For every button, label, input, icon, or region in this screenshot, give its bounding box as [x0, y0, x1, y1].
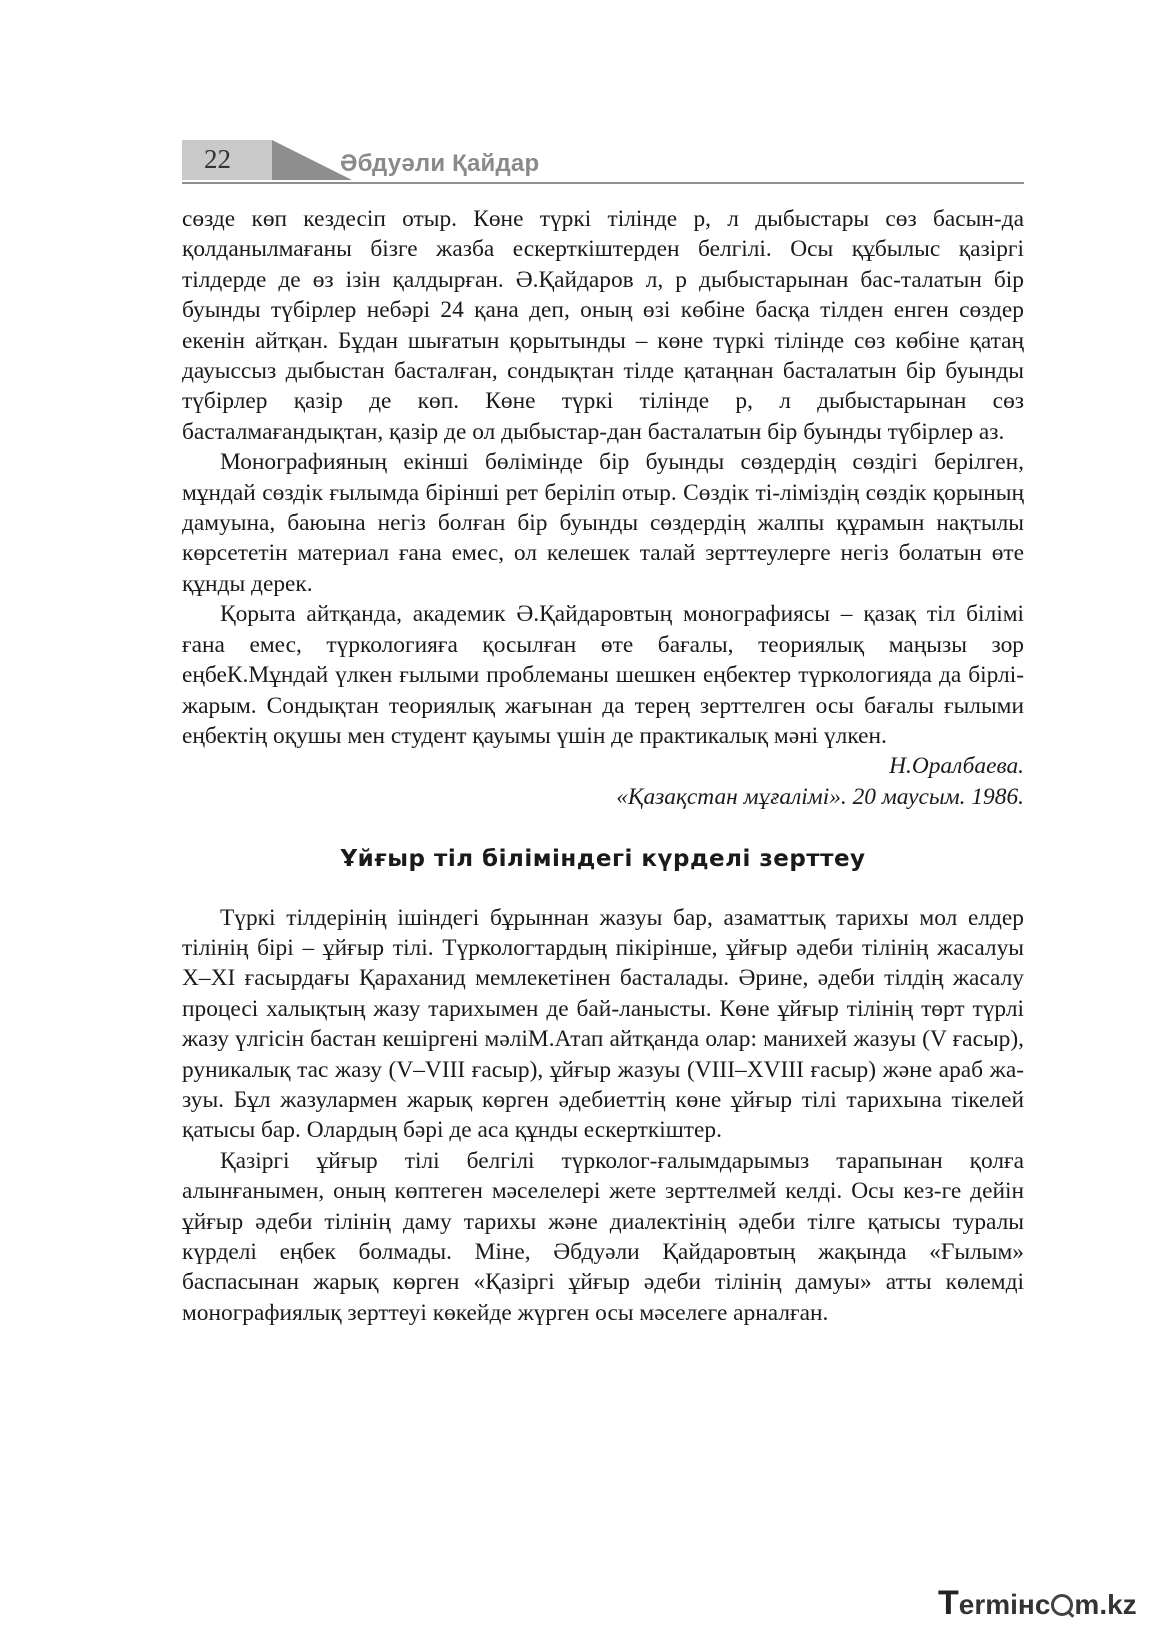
signature-source: «Қазақстан мұғалімі». 20 маусым. 1986. — [616, 783, 1024, 810]
watermark-mid: ermінc — [958, 1589, 1051, 1620]
paragraph-3: Қорыта айтқанда, академик Ә.Қайдаровтың монографиясы – қазақ тіл білімі ғана емес, түркологияға қосылған өте бағалы, теориялық маңызы зор еңбеК.Мұндай үлкен ғылыми проблеманы шешкен еңбектер түркологияда да бірлі-жарым. Сондықтан теориялық жағынан да терең зерттелген осы бағалы ғылыми еңбектің оқушы мен студент қауымы үшін де практикалық мәні үлкен. — [182, 601, 1024, 749]
signature-author: Н.Оралбаева. — [889, 753, 1024, 780]
magnifier-icon — [1051, 1594, 1073, 1616]
header-rule — [182, 182, 1024, 184]
paragraph-1: сөзде көп кездесіп отыр. Көне түркі тілінде р, л дыбыстары сөз басын-да қолданылмағаны бізге жазба ескерткіштерден белгілі. Осы құбылыс қазіргі тілдерде де өз ізін қалдырған. Ә.Қайдаров л, р дыбыстарынан бас-талатын бір буынды түбірлер небәрі 24 қана деп, оның өзі көбіне басқа тілден енген сөздер екенін айтқан. Бұдан шығатын қорытынды – көне түркі тілінде сөз көбіне қатаң дауыссыз дыбыстан басталған, сондықтан тілде қатаңнан басталатын бір буынды түбірлер қазір де көп. Көне түркі тілінде р, л дыбыстарынан сөз басталмағандықтан, қазір де ол дыбыстар-дан басталатын бір буынды түбірлер аз. — [182, 206, 1024, 445]
running-title: Әбдуәли Қайдар — [340, 150, 540, 177]
page-number: 22 — [204, 144, 231, 174]
page-header — [182, 138, 1024, 188]
section-title: Ұйғыр тіл біліміндегі күрделі зерттеу — [340, 846, 866, 873]
watermark-t: T — [938, 1584, 959, 1622]
paragraph-5: Қазіргі ұйғыр тілі белгілі түрколог-ғалымдарымыз тарапынан қолға алынғанымен, оның көптеген мәселелері жете зерттелмей келді. Осы кез-ге дейін ұйғыр әдеби тілінің даму тарихы және диалектінің әдеби тілге қатысы туралы күрделі еңбек болмады. Міне, Әбдуәли Қайдаровтың жақында «Ғылым» баспасынан жарық көрген «Қазіргі ұйғыр әдеби тілінің дамуы» атты көлемді монографиялық зерттеуі көкейде жүрген осы мәселеге арналған. — [182, 1147, 1024, 1326]
termincom-watermark-logo — [938, 1584, 1138, 1624]
watermark-end: m.kz — [1074, 1589, 1137, 1620]
paragraph-2: Монографияның екінші бөлімінде бір буынды сөздердің сөздігі берілген, мұндай сөздік ғылымда бірінші рет беріліп отыр. Сөздік ті-ліміздің сөздік қорының дамуына, баюына негіз болған бір буынды сөздердің жалпы құрамын нақтылы көрсететін материал ғана емес, ол келешек талай зерттеулерге негіз болатын өте құнды дерек. — [182, 449, 1024, 597]
page-body — [182, 204, 1024, 1328]
paragraph-4: Түркі тілдерінің ішіндегі бұрыннан жазуы бар, азаматтық тарихы мол елдер тілінің бірі – ұйғыр тілі. Түркологтардың пікірінше, ұйғыр әдеби тілінің жасалуы X–XI ғасырдағы Қараханид мемлекетінен басталады. Әрине, әдеби тілдің жасалу процесі халықтың жазу тарихымен де бай-ланысты. Көне ұйғыр тілінің төрт түрлі жазу үлгісін бастан кешіргені мәліМ.Атап айтқанда олар: манихей жазуы (V ғасыр), руникалық тас жазу (V–VIII ғасыр), ұйғыр жазуы (VIII–XVIII ғасыр) және араб жа-зуы. Бұл жазулармен жарық көрген әдебиеттің көне ұйғыр тілі тарихына тікелей қатысы бар. Олардың бәрі де аса құнды ескерткіштер. — [182, 904, 1024, 1144]
